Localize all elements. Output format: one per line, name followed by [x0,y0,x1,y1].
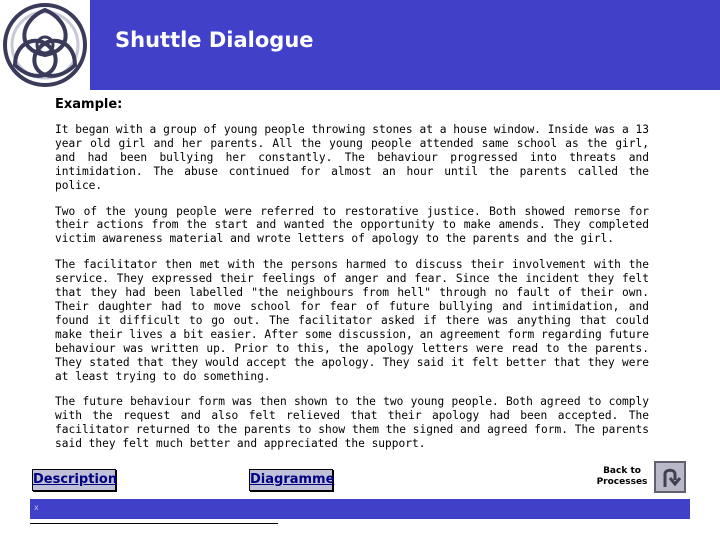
content-area [55,97,649,463]
footer-bar [30,499,690,519]
footer-divider [30,523,278,524]
paragraph: The future behaviour form was then shown to the two young people. Both agreed to comply with the request and also felt relieved that their apology had been accepted. The facilitator returned to the parents to show them the signed and agreed form. The parents said they felt much better and appreciated the support. [55,395,649,451]
diagramme-button[interactable]: Diagramme [249,469,333,491]
header-bar [0,0,720,90]
page-title: Shuttle Dialogue [115,28,314,52]
paragraph: The facilitator then met with the persons harmed to discuss their involvement with the service. They expressed their feelings of anger and fear. Since the incident they felt that they had been labelled "the neighbours from hell" through no fault of their own. Their daughter had to move school for fear of future bullying and intimidation, and found it difficult to go out. The facilitator asked if there was anything that could make their lives a bit easier. After some discussion, an agreement form regarding future behaviour was written up. Prior to this, the apology letters were read to the parents. They stated that they would accept the apology. They said it felt better that they were at least trying to do something. [55,258,649,383]
paragraph: It began with a group of young people throwing stones at a house window. Inside was a 13 year old girl and her parents. All the young people attended same school as the girl, and had been bullying her constantly. The behaviour progressed into threats and intimidation. The abuse continued for almost an hour until the parents called the police. [55,123,649,192]
u-turn-arrow-icon [656,463,684,491]
example-heading: Example: [55,97,123,112]
back-to-processes-label[interactable]: Back to Processes [596,466,648,487]
footer-mark: x [34,503,39,512]
paragraph: Two of the young people were referred to restorative justice. Both showed remorse for their actions from the start and wanted the opportunity to make amends. They completed victim awareness material and wrote letters of apology to the parents and the girl. [55,204,649,246]
description-button[interactable]: Description [32,469,116,491]
celtic-knot-icon [0,0,90,90]
back-to-processes-button[interactable] [654,461,686,493]
